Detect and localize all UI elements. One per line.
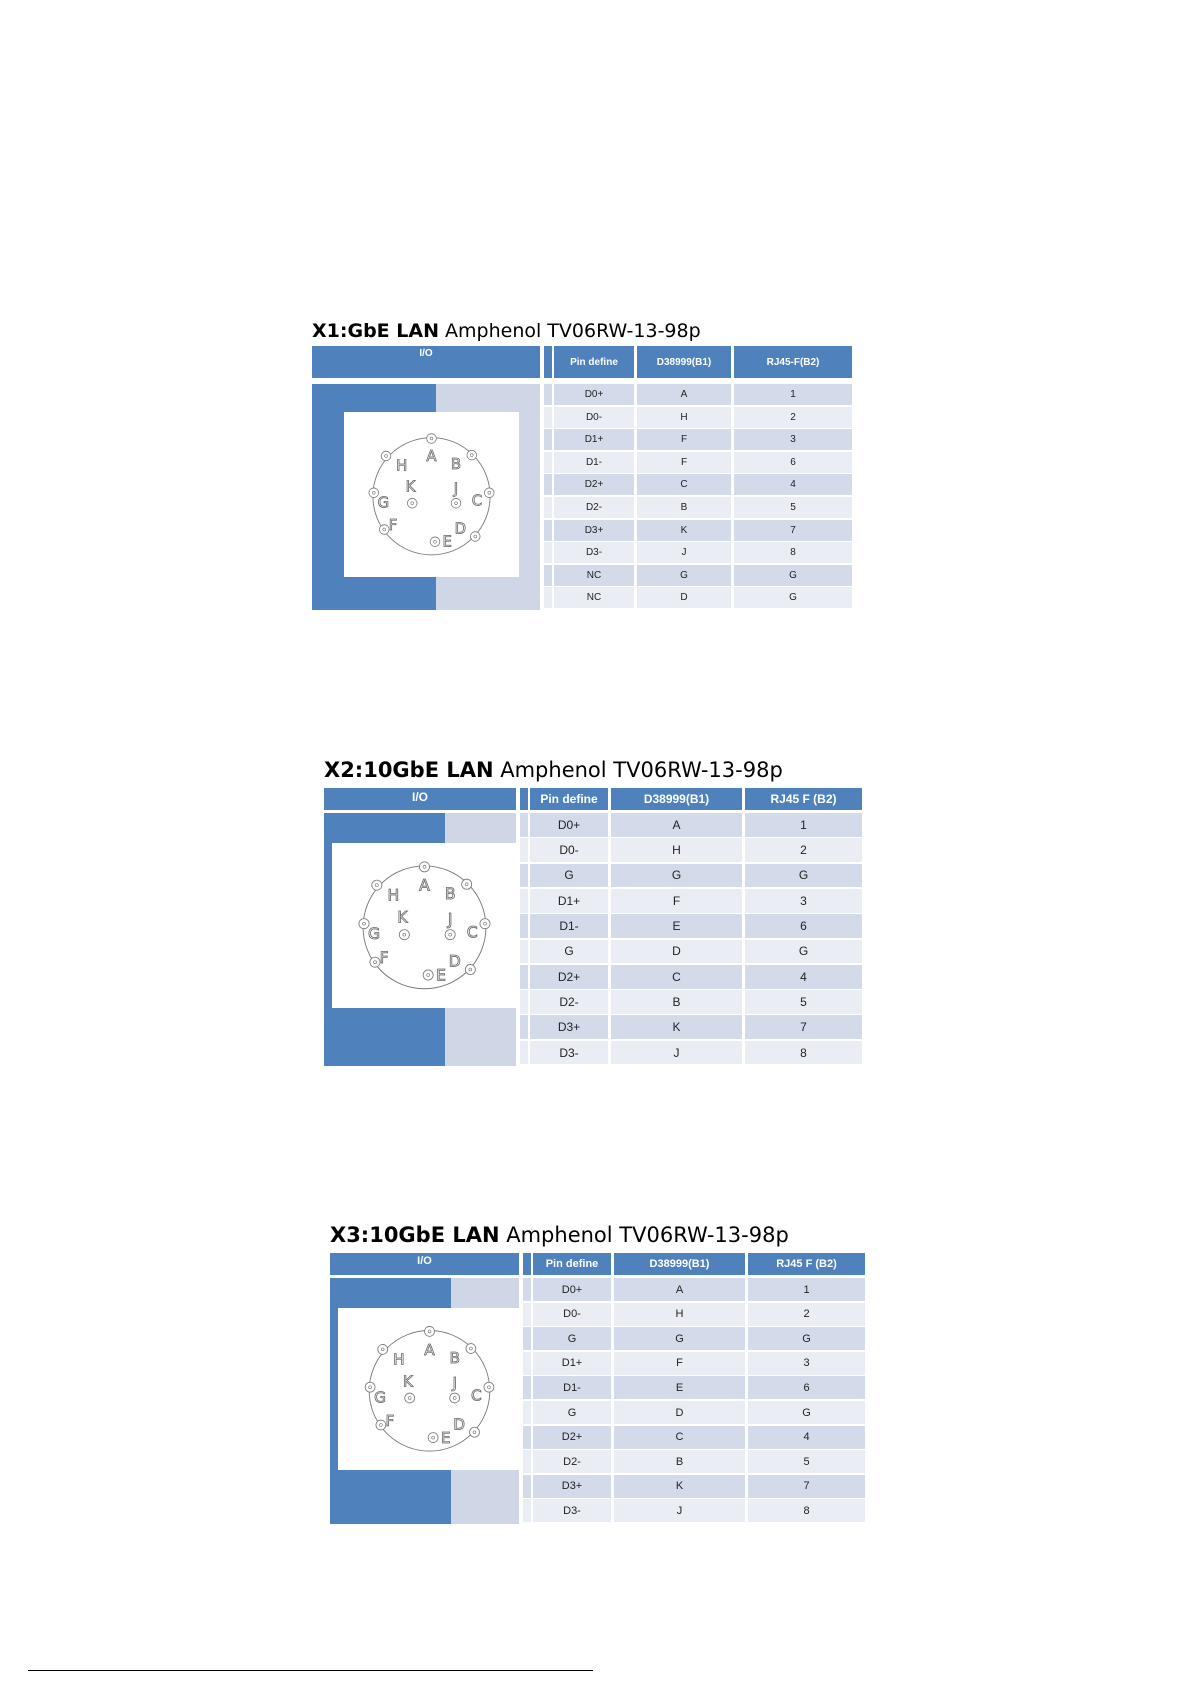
table-row: [330, 1401, 860, 1424]
rj45-cell: 4: [745, 965, 862, 989]
rj45-cell: 3: [734, 429, 852, 450]
d38999-cell: G: [611, 864, 742, 888]
d38999-cell: A: [614, 1278, 745, 1301]
pin-define-cell: D3+: [530, 1015, 608, 1039]
table-row: [324, 886, 860, 913]
d38999-cell: E: [611, 914, 742, 938]
table-row: [330, 1426, 860, 1449]
table-row: [312, 452, 868, 473]
d38999-cell: D: [611, 940, 742, 964]
d38999-cell: E: [614, 1376, 745, 1399]
pin-label-d: D: [453, 1415, 466, 1434]
pin-label-g: G: [374, 1388, 386, 1407]
pin-label-h: H: [396, 456, 408, 475]
row-spacer: [544, 542, 552, 563]
pin-label-g: G: [377, 493, 390, 512]
table-row: [312, 542, 868, 563]
pin-label-e: E: [436, 966, 446, 985]
pin-label-b: B: [444, 884, 456, 903]
pin-define-cell: D2-: [554, 497, 634, 518]
pin-label-a: A: [424, 1340, 435, 1359]
rj45-cell: 3: [745, 889, 862, 913]
row-spacer: [523, 1475, 531, 1498]
section-title: [330, 1223, 789, 1247]
pin-define-cell: D1-: [530, 914, 608, 938]
io-header: I/O: [312, 346, 540, 378]
rj45-cell: G: [734, 565, 852, 586]
header-spacer: [520, 788, 528, 810]
pin-define-cell: D0+: [530, 813, 608, 837]
section-title: [312, 320, 701, 342]
table-row: [330, 1475, 860, 1498]
pin-define-cell: D3-: [530, 1041, 608, 1065]
pin-define-cell: D0-: [554, 407, 634, 428]
d38999-cell: F: [614, 1352, 745, 1375]
pin-define-cell: D0+: [554, 384, 634, 405]
row-spacer: [544, 587, 552, 608]
pin-label-j: J: [447, 910, 453, 929]
table-row: [324, 965, 860, 989]
pin-define-cell: D1+: [530, 889, 608, 913]
rj45-cell: 4: [734, 474, 852, 495]
d38999-cell: H: [614, 1303, 745, 1326]
d38999-cell: K: [614, 1475, 745, 1498]
d38999-cell: H: [637, 407, 731, 428]
section-title-rest: Amphenol TV06RW-13-98p: [499, 1223, 789, 1247]
table-row: [330, 1499, 860, 1522]
pin-define-cell: D2-: [533, 1450, 611, 1473]
rj45-cell: 5: [745, 990, 862, 1014]
pin-define-cell: D2+: [533, 1426, 611, 1449]
column-header-2: D38999(B1): [611, 788, 742, 810]
pin-label-k: K: [402, 1372, 413, 1391]
rj45-cell: 7: [745, 1015, 862, 1039]
pinout-section-2: [324, 758, 860, 1066]
section-title: [324, 758, 783, 782]
d38999-cell: K: [611, 1015, 742, 1039]
pin-label-h: H: [387, 886, 400, 905]
rj45-cell: 2: [734, 407, 852, 428]
table-row: [312, 565, 868, 586]
rj45-cell: 6: [734, 452, 852, 473]
table-row: [324, 1041, 860, 1065]
pin-label-e: E: [442, 532, 452, 551]
rj45-cell: 8: [745, 1041, 862, 1065]
row-spacer: [544, 384, 552, 405]
pin-define-cell: G: [533, 1327, 611, 1350]
rj45-cell: G: [748, 1327, 865, 1350]
pin-define-cell: D1-: [554, 452, 634, 473]
d38999-cell: B: [611, 990, 742, 1014]
pin-define-cell: D2-: [530, 990, 608, 1014]
row-spacer: [520, 990, 528, 1014]
row-spacer: [520, 864, 528, 888]
column-header-3: RJ45-F(B2): [734, 346, 852, 378]
pin-label-f: F: [385, 1411, 395, 1430]
row-spacer: [520, 1015, 528, 1039]
pinout-section-3: [330, 1223, 860, 1524]
table-row: [324, 838, 860, 862]
row-spacer: [520, 940, 528, 964]
rj45-cell: 1: [734, 384, 852, 405]
table-row: [324, 813, 860, 837]
table-row: [312, 384, 868, 405]
d38999-cell: D: [614, 1401, 745, 1424]
rj45-cell: 7: [748, 1475, 865, 1498]
pin-label-j: J: [452, 1374, 457, 1393]
pin-label-b: B: [450, 454, 462, 473]
pin-define-cell: D3-: [533, 1499, 611, 1522]
column-header-3: RJ45 F (B2): [748, 1253, 865, 1275]
pin-define-cell: D1+: [533, 1352, 611, 1375]
table-row: [330, 1352, 860, 1375]
column-header-2: D38999(B1): [614, 1253, 745, 1275]
io-header: I/O: [324, 788, 516, 810]
row-spacer: [523, 1327, 531, 1350]
d38999-cell: B: [637, 497, 731, 518]
rj45-cell: 8: [734, 542, 852, 563]
table-row: [324, 1015, 860, 1039]
pin-label-c: C: [471, 491, 483, 510]
pin-label-a: A: [419, 876, 430, 895]
table-row: [324, 914, 860, 938]
row-spacer: [523, 1352, 531, 1375]
rj45-cell: G: [734, 587, 852, 608]
table-row: [330, 1278, 860, 1301]
d38999-cell: F: [611, 889, 742, 913]
pin-define-cell: D1-: [533, 1376, 611, 1399]
row-spacer: [544, 407, 552, 428]
section-title-rest: Amphenol TV06RW-13-98p: [493, 758, 783, 782]
row-spacer: [520, 838, 528, 862]
pin-define-cell: G: [530, 940, 608, 964]
header-spacer: [523, 1253, 531, 1275]
table-row: [312, 474, 868, 498]
pin-define-cell: G: [533, 1401, 611, 1424]
table-row: [312, 587, 868, 608]
table-row: [312, 497, 868, 518]
rj45-cell: 3: [748, 1352, 865, 1375]
rj45-cell: 2: [748, 1303, 865, 1326]
pin-define-cell: D2+: [530, 965, 608, 989]
pin-define-cell: D3+: [533, 1475, 611, 1498]
table-row: [330, 1303, 860, 1326]
pin-define-cell: D0+: [533, 1278, 611, 1301]
table-row: [324, 940, 860, 964]
section-title-bold: X2:10GbE LAN: [324, 758, 494, 782]
table-row: [330, 1376, 860, 1399]
d38999-cell: J: [611, 1041, 742, 1065]
section-title-bold: X3:10GbE LAN: [330, 1223, 500, 1247]
pin-define-cell: D0-: [533, 1303, 611, 1326]
pin-define-cell: D0-: [530, 838, 608, 862]
row-spacer: [544, 474, 552, 495]
table-row: [324, 864, 860, 888]
row-spacer: [520, 813, 528, 837]
pin-label-c: C: [470, 1386, 482, 1405]
d38999-cell: J: [614, 1499, 745, 1522]
d38999-cell: K: [637, 520, 731, 541]
section-title-bold: X1:GbE LAN: [312, 320, 439, 342]
pin-label-c: C: [466, 923, 478, 942]
row-spacer: [520, 965, 528, 989]
pin-define-cell: D3-: [554, 542, 634, 563]
d38999-cell: G: [637, 565, 731, 586]
pin-label-d: D: [454, 519, 467, 538]
row-spacer: [544, 497, 552, 518]
pin-define-cell: NC: [554, 565, 634, 586]
column-header-2: D38999(B1): [637, 346, 731, 378]
pin-label-d: D: [448, 952, 461, 971]
pin-label-j: J: [453, 479, 459, 498]
row-spacer: [523, 1450, 531, 1473]
header-spacer: [544, 346, 552, 378]
row-spacer: [544, 429, 552, 450]
column-header-1: Pin define: [530, 788, 608, 810]
rj45-cell: 1: [748, 1278, 865, 1301]
column-header-1: Pin define: [533, 1253, 611, 1275]
d38999-cell: C: [614, 1426, 745, 1449]
row-spacer: [523, 1499, 531, 1522]
table-row: [324, 990, 860, 1014]
table-row: [330, 1450, 860, 1473]
pin-define-cell: D3+: [554, 520, 634, 541]
row-spacer: [544, 520, 552, 541]
d38999-cell: J: [637, 542, 731, 563]
rj45-cell: 4: [748, 1426, 865, 1449]
pin-label-k: K: [405, 477, 416, 496]
rj45-cell: 2: [745, 838, 862, 862]
d38999-cell: F: [637, 429, 731, 450]
rj45-cell: G: [748, 1401, 865, 1424]
column-header-1: Pin define: [554, 346, 634, 378]
row-spacer: [520, 914, 528, 938]
rj45-cell: 8: [748, 1499, 865, 1522]
table-row: [312, 429, 868, 450]
pin-label-k: K: [397, 908, 408, 927]
rj45-cell: G: [745, 940, 862, 964]
d38999-cell: C: [611, 965, 742, 989]
row-spacer: [544, 452, 552, 473]
pinout-section-1: [312, 320, 868, 610]
column-header-3: RJ45 F (B2): [745, 788, 862, 810]
rj45-cell: 6: [745, 914, 862, 938]
table-row: [312, 520, 868, 541]
row-spacer: [520, 889, 528, 913]
rj45-cell: 5: [748, 1450, 865, 1473]
row-spacer: [544, 565, 552, 586]
d38999-cell: C: [637, 474, 731, 495]
pin-label-f: F: [388, 516, 398, 534]
table-row: [330, 1327, 860, 1350]
row-spacer: [523, 1303, 531, 1326]
pin-label-a: A: [426, 446, 437, 465]
row-spacer: [520, 1041, 528, 1065]
section-title-rest: Amphenol TV06RW-13-98p: [438, 320, 701, 342]
d38999-cell: A: [611, 813, 742, 837]
footnote-rule: [28, 1670, 593, 1671]
pin-define-cell: G: [530, 864, 608, 888]
row-spacer: [523, 1426, 531, 1449]
pin-define-cell: NC: [554, 587, 634, 608]
pin-label-f: F: [379, 949, 389, 967]
rj45-cell: 7: [734, 520, 852, 541]
rj45-cell: 5: [734, 497, 852, 518]
table-row: [312, 407, 868, 428]
rj45-cell: 6: [748, 1376, 865, 1399]
d38999-cell: H: [611, 838, 742, 862]
d38999-cell: G: [614, 1327, 745, 1350]
row-spacer: [523, 1278, 531, 1301]
pin-label-e: E: [440, 1429, 451, 1447]
pin-label-b: B: [449, 1348, 460, 1367]
d38999-cell: B: [614, 1450, 745, 1473]
d38999-cell: A: [637, 384, 731, 405]
pin-label-h: H: [393, 1350, 405, 1369]
d38999-cell: D: [637, 587, 731, 608]
io-header: I/O: [330, 1253, 519, 1275]
rj45-cell: 1: [745, 813, 862, 837]
d38999-cell: F: [637, 452, 731, 473]
pin-define-cell: D2+: [554, 474, 634, 495]
row-spacer: [523, 1401, 531, 1424]
rj45-cell: G: [745, 864, 862, 888]
row-spacer: [523, 1376, 531, 1399]
pin-define-cell: D1+: [554, 429, 634, 450]
pin-label-g: G: [368, 925, 381, 944]
